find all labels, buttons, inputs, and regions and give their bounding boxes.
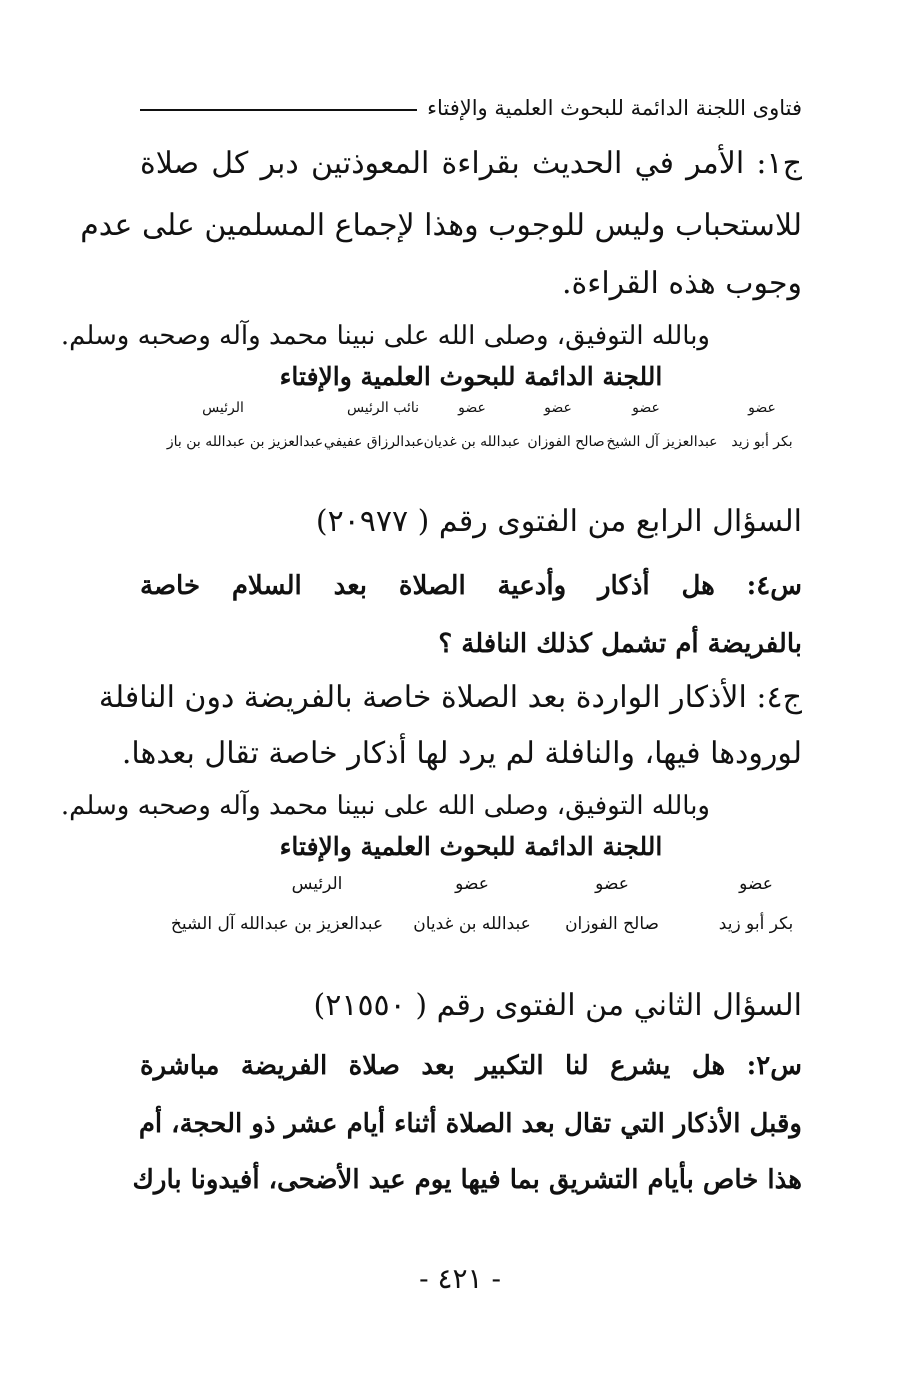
- question-2-line-2: وقبل الأذكار التي تقال بعد الصلاة أثناء أيام عشر ذو الحجة، أم: [138, 1109, 802, 1139]
- question-2-line-3: هذا خاص بأيام التشريق بما فيها يوم عيد الأضحى، أفيدونا بارك: [132, 1165, 802, 1195]
- committee-name-2: اللجنة الدائمة للبحوث العلمية والإفتاء: [279, 832, 663, 861]
- signatory-name: عبدالعزيز بن عبدالله بن باز: [166, 434, 324, 450]
- closing-prayer-2: وبالله التوفيق، وصلى الله على نبينا محمد وآله وصحبه وسلم.: [60, 791, 710, 821]
- signatory-names-1: [140, 434, 793, 460]
- signatory-roles-2: [140, 874, 790, 900]
- page-number: - ٤٢١ -: [419, 1262, 501, 1295]
- question-2-line-1: س٢: هل يشرع لنا التكبير بعد صلاة الفريضة مباشرة: [140, 1051, 802, 1081]
- signatory-names-2: [140, 914, 794, 940]
- answer-4-line-2: لورودها فيها، والنافلة لم يرد لها أذكار خاصة تقال بعدها.: [121, 736, 802, 771]
- signatory-role: نائب الرئيس: [346, 400, 420, 416]
- signatory-role: الرئيس: [291, 874, 343, 894]
- answer-1-line-3: وجوب هذه القراءة.: [561, 266, 802, 301]
- signatory-name: عبدالعزيز بن عبدالله آل الشيخ: [170, 914, 384, 934]
- fatwa-heading-2: السؤال الرابع من الفتوى رقم ( ٢٠٩٧٧): [315, 504, 802, 539]
- running-header: [140, 88, 802, 128]
- question-4-line-1: س٤: هل أذكار وأدعية الصلاة بعد السلام خاصة: [140, 571, 802, 601]
- signatory-role: الرئيس: [202, 400, 244, 416]
- closing-prayer-1: وبالله التوفيق، وصلى الله على نبينا محمد وآله وصحبه وسلم.: [60, 321, 710, 351]
- running-header-title: فتاوى اللجنة الدائمة للبحوث العلمية والإفتاء: [427, 96, 802, 120]
- signatory-name: صالح الفوزان: [565, 914, 659, 934]
- signatory-name: عبدالرزاق عفيفي: [323, 434, 425, 450]
- signatory-role: عضو: [455, 874, 489, 894]
- fatwa-heading-3: السؤال الثاني من الفتوى رقم ( ٢١٥٥٠): [313, 988, 802, 1023]
- header-rule: [140, 109, 417, 111]
- answer-1-line-1: ج١: الأمر في الحديث بقراءة المعوذتين دبر كل صلاة: [140, 146, 802, 181]
- signatory-role: عضو: [595, 874, 629, 894]
- signatory-role: عضو: [458, 400, 486, 416]
- committee-name-1: اللجنة الدائمة للبحوث العلمية والإفتاء: [279, 362, 663, 391]
- signatory-name: بكر أبو زيد: [718, 914, 794, 934]
- signatory-role: عضو: [544, 400, 572, 416]
- signatory-name: صالح الفوزان: [527, 434, 605, 450]
- signatory-name: عبدالعزيز آل الشيخ: [606, 434, 718, 450]
- answer-4-line-1: ج٤: الأذكار الواردة بعد الصلاة خاصة بالفريضة دون النافلة: [98, 680, 802, 715]
- signatory-role: عضو: [739, 874, 773, 894]
- question-4-line-2: بالفريضة أم تشمل كذلك النافلة ؟: [438, 629, 802, 659]
- signatory-name: بكر أبو زيد: [731, 434, 793, 450]
- signatory-role: عضو: [632, 400, 660, 416]
- signatory-name: عبدالله بن غديان: [423, 434, 521, 450]
- answer-1-line-2: للاستحباب وليس للوجوب وهذا لإجماع المسلمين على عدم: [80, 208, 802, 243]
- signatory-role: عضو: [748, 400, 776, 416]
- signatory-name: عبدالله بن غديان: [413, 914, 531, 934]
- signatory-roles-1: [140, 400, 790, 426]
